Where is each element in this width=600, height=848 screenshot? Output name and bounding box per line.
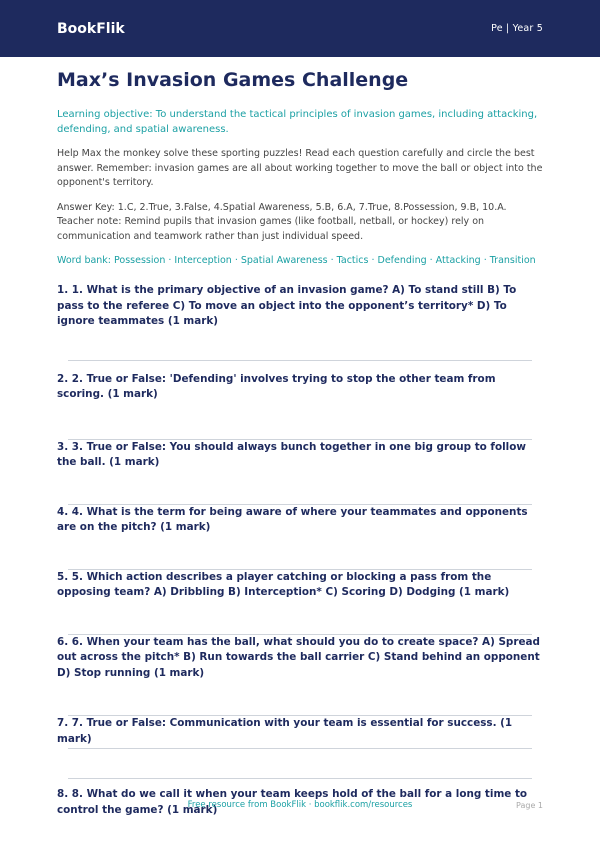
question-1: 1. 1. What is the primary objective of an invasion game? A) To stand still B) To pass to the referee C) To move an object into the opponent’s territory* D) To ignore teammates (1 mark) xyxy=(57,284,517,327)
question-7: 7. 7. True or False: Communication with your team is essential for success. (1 mark) xyxy=(57,717,513,745)
question-3: 3. 3. True or False: You should always bunch together in one big group to follow the ball. (1 mark) xyxy=(57,440,526,468)
question-4: 4. 4. What is the term for being aware of where your teammates and opponents are on the pitch? (1 mark) xyxy=(57,505,528,533)
footer-source-link: Free resource from BookFlik · bookflik.com/resources xyxy=(187,800,413,810)
answer-line xyxy=(68,360,532,361)
page-footer xyxy=(0,800,600,816)
answer-key-paragraph: Answer Key: 1.C, 2.True, 3.False, 4.Spatial Awareness, 5.B, 6.A, 7.True, 8.Possession, 9.B, 10.A. Teacher note: Remind pupils that invasion games (like football, netball, or hockey) rely on communication and teamwork rather than just individual speed. xyxy=(57,201,507,242)
answer-line xyxy=(68,748,532,749)
brand-logo-text: BookFlik xyxy=(57,20,125,37)
worksheet-content xyxy=(0,68,600,818)
learning-objective: Learning objective: To understand the tactical principles of invasion games, including attacking, defending, and spatial awareness. xyxy=(57,109,538,135)
question-6: 6. 6. When your team has the ball, what should you do to create space? A) Spread out across the pitch* B) Run towards the ball carrier C) Stand behind an opponent D) Stop running (1 mark) xyxy=(57,635,540,679)
word-bank: Word bank: Possession · Interception · Spatial Awareness · Tactics · Defending · Attacking · Transition xyxy=(57,255,536,266)
subject-year-label: Pe | Year 5 xyxy=(491,23,543,34)
page-title: Max’s Invasion Games Challenge xyxy=(57,69,409,91)
question-list xyxy=(57,283,543,818)
question-2: 2. 2. True or False: 'Defending' involves trying to stop the other team from scoring. (1 mark) xyxy=(57,372,496,400)
question-8: 8. 8. What do we call it when your team keeps hold of the ball for a long time to control the game? (1 mark) xyxy=(57,788,528,816)
answer-line xyxy=(68,778,532,779)
question-5: 5. 5. Which action describes a player catching or blocking a pass from the opposing team? A) Dribbling B) Interception* C) Scoring D) Dodging (1 mark) xyxy=(57,570,510,598)
intro-paragraph: Help Max the monkey solve these sporting puzzles! Read each question carefully and circle the best answer. Remember: invasion games are all about working together to move the ball or object into the opponent's territory. xyxy=(57,148,543,188)
page-header xyxy=(0,0,600,57)
page-number: Page 1 xyxy=(516,801,543,810)
